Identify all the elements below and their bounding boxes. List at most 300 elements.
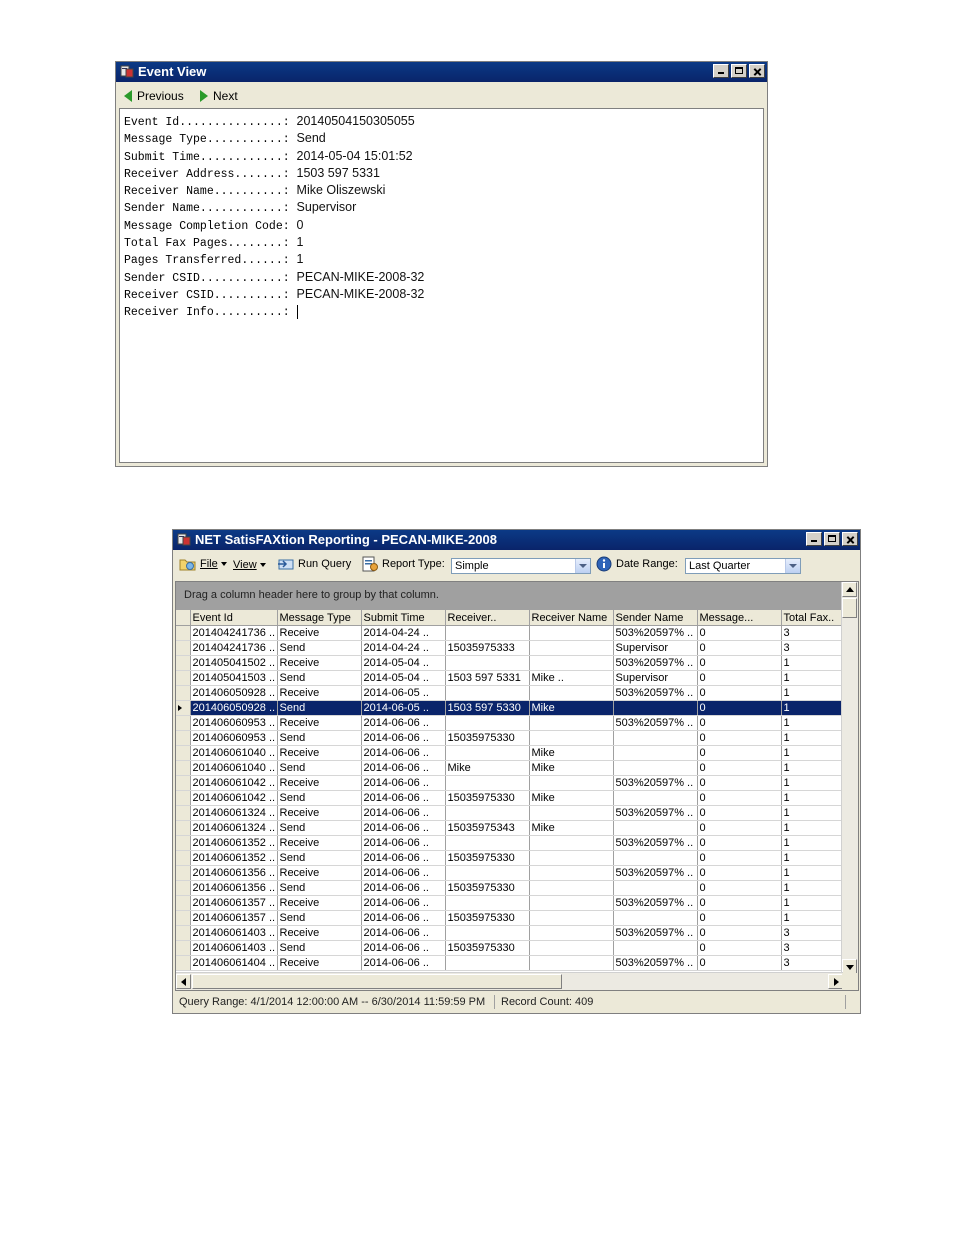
table-cell[interactable]: 1503 597 5330 [445,701,529,716]
table-cell[interactable] [529,776,613,791]
table-cell[interactable]: 3 [781,941,841,956]
scroll-down-button[interactable] [842,959,857,974]
run-query-button[interactable]: Run Query [277,556,351,572]
reporting-window [172,529,861,1014]
table-cell[interactable]: 201406061403 .. [190,941,277,956]
table-cell[interactable]: 2014-06-06 .. [361,881,445,896]
table-cell[interactable]: 15035975330 [445,791,529,806]
table-cell[interactable]: 0 [697,746,781,761]
table-cell[interactable]: 2014-06-06 .. [361,791,445,806]
table-cell[interactable]: 0 [697,626,781,641]
table-row[interactable] [176,656,841,671]
record-count-status: Record Count: 409 [501,996,594,1008]
table-cell[interactable] [445,656,529,671]
table-cell[interactable]: 1 [781,671,841,686]
date-range-select[interactable]: Last Quarter [685,558,801,574]
table-cell[interactable]: 1 [781,701,841,716]
table-cell[interactable]: 0 [697,671,781,686]
table-cell[interactable]: 201406061352 .. [190,836,277,851]
event-view-titlebar[interactable] [116,62,767,82]
table-cell[interactable]: 201406061040 .. [190,761,277,776]
table-cell[interactable]: Send [277,851,361,866]
row-selector[interactable] [176,956,190,971]
scroll-up-button[interactable] [842,582,857,597]
column-header[interactable]: Event Id [190,610,277,626]
table-cell[interactable]: Receive [277,926,361,941]
table-cell[interactable]: 0 [697,731,781,746]
maximize-button[interactable] [824,532,840,546]
table-cell[interactable]: Send [277,761,361,776]
row-selector[interactable] [176,716,190,731]
folder-icon [179,556,197,572]
minimize-button[interactable] [806,532,822,546]
dropdown-arrow-icon [221,562,227,566]
table-cell[interactable]: 0 [697,701,781,716]
table-cell[interactable] [613,791,697,806]
row-selector[interactable] [176,761,190,776]
scroll-left-button[interactable] [176,974,191,989]
table-cell[interactable]: 1 [781,656,841,671]
table-cell[interactable]: 3 [781,926,841,941]
event-field-line [124,303,759,320]
reporting-titlebar[interactable] [173,530,860,550]
table-cell[interactable]: Receive [277,656,361,671]
table-cell[interactable] [529,851,613,866]
table-row[interactable] [176,716,841,731]
table-cell[interactable]: Receive [277,836,361,851]
table-row[interactable] [176,806,841,821]
table-cell[interactable]: 201406061042 .. [190,791,277,806]
table-cell[interactable]: 1 [781,746,841,761]
table-row[interactable] [176,776,841,791]
scroll-right-button[interactable] [828,974,843,989]
table-cell[interactable]: 201406061357 .. [190,911,277,926]
table-cell[interactable]: 0 [697,956,781,971]
row-selector[interactable] [176,866,190,881]
table-cell[interactable]: 15035975343 [445,821,529,836]
table-cell[interactable]: 3 [781,641,841,656]
table-cell[interactable]: Send [277,881,361,896]
event-field-value: 2014-05-04 15:01:52 [296,148,413,163]
table-cell[interactable] [445,626,529,641]
event-field-value: 20140504150305055 [296,114,415,128]
column-header[interactable]: Sender Name [613,610,697,626]
table-row[interactable] [176,941,841,956]
table-cell[interactable] [613,881,697,896]
row-selector[interactable] [176,686,190,701]
table-cell[interactable]: 15035975330 [445,731,529,746]
table-cell[interactable]: 503%20597% .. [613,926,697,941]
table-cell[interactable]: 0 [697,896,781,911]
table-cell[interactable] [529,881,613,896]
table-row[interactable] [176,641,841,656]
row-selector[interactable] [176,926,190,941]
row-selector[interactable] [176,656,190,671]
reporting-toolbar [175,553,858,577]
table-cell[interactable]: 1 [781,716,841,731]
table-cell[interactable]: Send [277,791,361,806]
table-cell[interactable]: 2014-06-06 .. [361,866,445,881]
table-cell[interactable] [613,821,697,836]
table-cell[interactable]: 1 [781,851,841,866]
table-cell[interactable]: 201406061356 .. [190,881,277,896]
table-cell[interactable] [445,866,529,881]
table-cell[interactable]: 201405041503 .. [190,671,277,686]
table-cell[interactable]: 0 [697,911,781,926]
table-cell[interactable]: 1 [781,866,841,881]
table-cell[interactable]: 0 [697,926,781,941]
window-title: NET SatisFAXtion Reporting - PECAN-MIKE-2008 [195,532,497,547]
table-cell[interactable] [529,911,613,926]
table-cell[interactable]: 3 [781,626,841,641]
table-cell[interactable]: 503%20597% .. [613,956,697,971]
table-cell[interactable] [529,626,613,641]
table-row[interactable] [176,836,841,851]
table-cell[interactable] [445,686,529,701]
table-cell[interactable] [613,701,697,716]
table-cell[interactable]: 2014-06-06 .. [361,776,445,791]
table-cell[interactable]: 201406061356 .. [190,866,277,881]
minimize-button[interactable] [713,64,729,78]
table-cell[interactable]: Receive [277,716,361,731]
table-cell[interactable] [529,866,613,881]
scrollbar-corner [842,973,858,990]
table-cell[interactable]: 0 [697,941,781,956]
table-cell[interactable]: Mike [529,761,613,776]
row-selector[interactable] [176,941,190,956]
table-cell[interactable]: Receive [277,806,361,821]
table-cell[interactable]: 1 [781,686,841,701]
table-cell[interactable]: 2014-06-05 .. [361,686,445,701]
table-cell[interactable]: 1 [781,761,841,776]
row-selector[interactable] [176,746,190,761]
arrow-left-icon [181,978,186,986]
table-cell[interactable]: 201406061404 .. [190,956,277,971]
table-cell[interactable]: 2014-06-06 .. [361,746,445,761]
table-cell[interactable]: 201406061324 .. [190,806,277,821]
row-selector[interactable] [176,881,190,896]
table-cell[interactable]: 503%20597% .. [613,866,697,881]
column-header[interactable]: Submit Time [361,610,445,626]
column-header[interactable]: Message... [697,610,781,626]
table-cell[interactable]: 201406050928 .. [190,686,277,701]
table-cell[interactable]: 0 [697,806,781,821]
event-field-value: PECAN-MIKE-2008-32 [296,269,425,284]
report-type-select[interactable]: Simple [451,558,591,574]
column-header[interactable]: Total Fax.. [781,610,841,626]
table-cell[interactable]: 1 [781,881,841,896]
table-cell[interactable]: 503%20597% .. [613,806,697,821]
table-row[interactable] [176,911,841,926]
column-header[interactable]: Message Type [277,610,361,626]
table-cell[interactable]: 0 [697,851,781,866]
event-field-value: 0 [296,217,304,232]
table-cell[interactable]: Mike [529,791,613,806]
table-cell[interactable]: 1 [781,836,841,851]
table-row[interactable] [176,851,841,866]
table-cell[interactable]: 1 [781,896,841,911]
table-cell[interactable] [613,911,697,926]
table-cell[interactable]: 201406061357 .. [190,896,277,911]
table-cell[interactable]: 1 [781,806,841,821]
table-cell[interactable]: 0 [697,881,781,896]
table-cell[interactable]: 2014-04-24 .. [361,641,445,656]
row-selector[interactable] [176,911,190,926]
horizontal-scrollbar[interactable] [176,972,843,990]
event-details-text[interactable] [119,108,764,463]
status-bar [175,993,858,1011]
row-selector[interactable] [176,791,190,806]
table-cell[interactable]: Mike [529,746,613,761]
table-cell[interactable]: Send [277,731,361,746]
row-selector[interactable] [176,671,190,686]
table-cell[interactable] [529,956,613,971]
row-selector-header[interactable] [176,610,190,626]
maximize-button[interactable] [731,64,747,78]
table-cell[interactable] [529,656,613,671]
table-cell[interactable]: 0 [697,821,781,836]
table-row[interactable] [176,866,841,881]
table-cell[interactable]: 0 [697,776,781,791]
table-cell[interactable]: 0 [697,866,781,881]
table-cell[interactable]: 15035975330 [445,911,529,926]
arrow-down-icon [846,965,854,970]
table-cell[interactable]: 503%20597% .. [613,716,697,731]
table-cell[interactable]: 0 [697,761,781,776]
table-cell[interactable]: Send [277,701,361,716]
table-cell[interactable]: Receive [277,866,361,881]
table-cell[interactable]: 1 [781,731,841,746]
table-cell[interactable]: 2014-04-24 .. [361,626,445,641]
table-cell[interactable]: Send [277,911,361,926]
table-row[interactable] [176,731,841,746]
table-cell[interactable]: 503%20597% .. [613,836,697,851]
table-cell[interactable]: 2014-06-06 .. [361,836,445,851]
table-row[interactable] [176,671,841,686]
table-cell[interactable]: 2014-06-06 .. [361,716,445,731]
table-cell[interactable]: 0 [697,656,781,671]
info-icon [595,556,613,572]
table-cell[interactable]: 0 [697,716,781,731]
table-cell[interactable]: Receive [277,686,361,701]
group-by-panel[interactable]: Drag a column header here to group by that column. [176,582,843,610]
row-selector[interactable] [176,821,190,836]
event-field-line [124,251,759,268]
table-cell[interactable]: Mike [529,701,613,716]
table-cell[interactable]: 2014-06-06 .. [361,761,445,776]
table-cell[interactable] [529,806,613,821]
table-cell[interactable]: 503%20597% .. [613,896,697,911]
table-cell[interactable]: 0 [697,686,781,701]
table-cell[interactable]: 1503 597 5331 [445,671,529,686]
table-cell[interactable]: 503%20597% .. [613,626,697,641]
status-separator [845,995,846,1009]
table-cell[interactable]: 201406061403 .. [190,926,277,941]
event-field-key: Message Type...........: [124,133,297,147]
row-selector[interactable] [176,836,190,851]
table-cell[interactable] [613,941,697,956]
table-cell[interactable]: 201406061324 .. [190,821,277,836]
table-cell[interactable]: 15035975330 [445,941,529,956]
table-cell[interactable]: Receive [277,956,361,971]
column-header[interactable]: Receiver.. [445,610,529,626]
table-cell[interactable] [529,896,613,911]
table-cell[interactable]: 0 [697,641,781,656]
table-cell[interactable]: Supervisor [613,641,697,656]
event-field-key: Receiver Address.......: [124,167,297,181]
vertical-scrollbar[interactable] [841,582,858,974]
run-query-icon [277,556,295,572]
table-cell[interactable]: 2014-06-06 .. [361,956,445,971]
table-cell[interactable]: 2014-06-06 .. [361,821,445,836]
table-cell[interactable]: Send [277,641,361,656]
table-cell[interactable]: Send [277,821,361,836]
table-cell[interactable]: 503%20597% .. [613,776,697,791]
table-row[interactable] [176,686,841,701]
row-selector[interactable] [176,626,190,641]
table-cell[interactable]: Receive [277,896,361,911]
table-cell[interactable]: 0 [697,836,781,851]
table-cell[interactable]: 201406061352 .. [190,851,277,866]
table-cell[interactable] [445,776,529,791]
table-cell[interactable]: 201405041502 .. [190,656,277,671]
table-cell[interactable]: 2014-05-04 .. [361,671,445,686]
table-cell[interactable] [613,746,697,761]
table-cell[interactable]: 201406061042 .. [190,776,277,791]
table-cell[interactable]: 2014-05-04 .. [361,656,445,671]
next-button[interactable]: Next [200,88,238,104]
table-cell[interactable]: 2014-06-06 .. [361,911,445,926]
table-cell[interactable] [529,836,613,851]
table-cell[interactable]: 503%20597% .. [613,656,697,671]
table-cell[interactable]: Mike [529,821,613,836]
table-cell[interactable] [529,926,613,941]
previous-arrow-icon [124,90,132,102]
table-cell[interactable]: 201404241736 .. [190,641,277,656]
event-field-key: Event Id...............: [124,116,297,129]
table-cell[interactable]: 15035975330 [445,881,529,896]
row-selector[interactable] [176,851,190,866]
table-cell[interactable]: 2014-06-06 .. [361,731,445,746]
table-cell[interactable] [529,686,613,701]
table-row[interactable] [176,701,841,716]
table-cell[interactable] [445,956,529,971]
table-cell[interactable]: 3 [781,956,841,971]
table-cell[interactable] [529,641,613,656]
date-range-label: Date Range: [595,556,678,572]
table-cell[interactable]: 201406061040 .. [190,746,277,761]
table-cell[interactable]: Mike .. [529,671,613,686]
file-menu[interactable]: File [179,556,227,572]
table-row[interactable] [176,746,841,761]
query-range-status: Query Range: 4/1/2014 12:00:00 AM -- 6/30/2014 11:59:59 PM [179,996,486,1008]
text-caret [297,305,298,319]
table-cell[interactable]: Supervisor [613,671,697,686]
table-cell[interactable] [613,851,697,866]
table-cell[interactable]: 2014-06-06 .. [361,926,445,941]
event-field-key: Pages Transferred......: [124,254,297,268]
table-cell[interactable]: 503%20597% .. [613,686,697,701]
table-cell[interactable]: 2014-06-06 .. [361,941,445,956]
table-cell[interactable]: 201406060953 .. [190,731,277,746]
view-menu[interactable]: View [233,558,266,574]
event-field-line [124,113,759,130]
table-row[interactable] [176,956,841,971]
table-cell[interactable] [445,716,529,731]
chevron-down-icon[interactable] [575,559,590,573]
table-cell[interactable] [529,941,613,956]
close-button[interactable] [842,532,858,546]
table-cell[interactable]: Send [277,941,361,956]
table-cell[interactable] [445,926,529,941]
results-grid[interactable] [175,581,859,991]
close-button[interactable] [749,64,765,78]
table-cell[interactable]: 201406060953 .. [190,716,277,731]
table-cell[interactable] [445,836,529,851]
event-field-line [124,182,759,199]
row-selector[interactable] [176,896,190,911]
table-cell[interactable] [529,716,613,731]
table-cell[interactable]: 1 [781,911,841,926]
table-row[interactable] [176,626,841,641]
table-row[interactable] [176,821,841,836]
table-cell[interactable]: Receive [277,746,361,761]
table-cell[interactable]: 15035975330 [445,851,529,866]
table-cell[interactable] [613,761,697,776]
table-row[interactable] [176,926,841,941]
row-selector[interactable] [176,641,190,656]
horizontal-scroll-thumb[interactable] [192,974,562,989]
app-icon [177,532,191,546]
row-selector[interactable] [176,731,190,746]
table-row[interactable] [176,896,841,911]
event-field-key: Receiver Name..........: [124,185,297,199]
table-cell[interactable]: 1 [781,791,841,806]
table-cell[interactable] [445,746,529,761]
table-cell[interactable]: 1 [781,776,841,791]
table-row[interactable] [176,881,841,896]
vertical-scroll-thumb[interactable] [842,598,857,618]
table-cell[interactable]: 15035975333 [445,641,529,656]
table-cell[interactable]: 201404241736 .. [190,626,277,641]
chevron-down-icon[interactable] [785,559,800,573]
table-row[interactable] [176,761,841,776]
table-cell[interactable] [445,806,529,821]
row-selector[interactable] [176,776,190,791]
previous-button[interactable]: Previous [124,88,184,104]
table-cell[interactable] [529,731,613,746]
table-cell[interactable]: Receive [277,626,361,641]
table-cell[interactable]: 201406050928 .. [190,701,277,716]
table-cell[interactable]: 1 [781,821,841,836]
table-cell[interactable]: 2014-06-06 .. [361,896,445,911]
table-cell[interactable]: 0 [697,791,781,806]
event-field-key: Total Fax Pages........: [124,237,297,251]
event-field-line [124,234,759,251]
table-cell[interactable]: 2014-06-06 .. [361,851,445,866]
table-cell[interactable]: Mike [445,761,529,776]
table-cell[interactable]: 2014-06-05 .. [361,701,445,716]
row-selector[interactable] [176,701,190,716]
table-cell[interactable]: Send [277,671,361,686]
table-cell[interactable]: 2014-06-06 .. [361,806,445,821]
row-selector[interactable] [176,806,190,821]
column-header[interactable]: Receiver Name [529,610,613,626]
table-cell[interactable] [445,896,529,911]
table-row[interactable] [176,791,841,806]
table-cell[interactable]: Receive [277,776,361,791]
table-cell[interactable] [613,731,697,746]
